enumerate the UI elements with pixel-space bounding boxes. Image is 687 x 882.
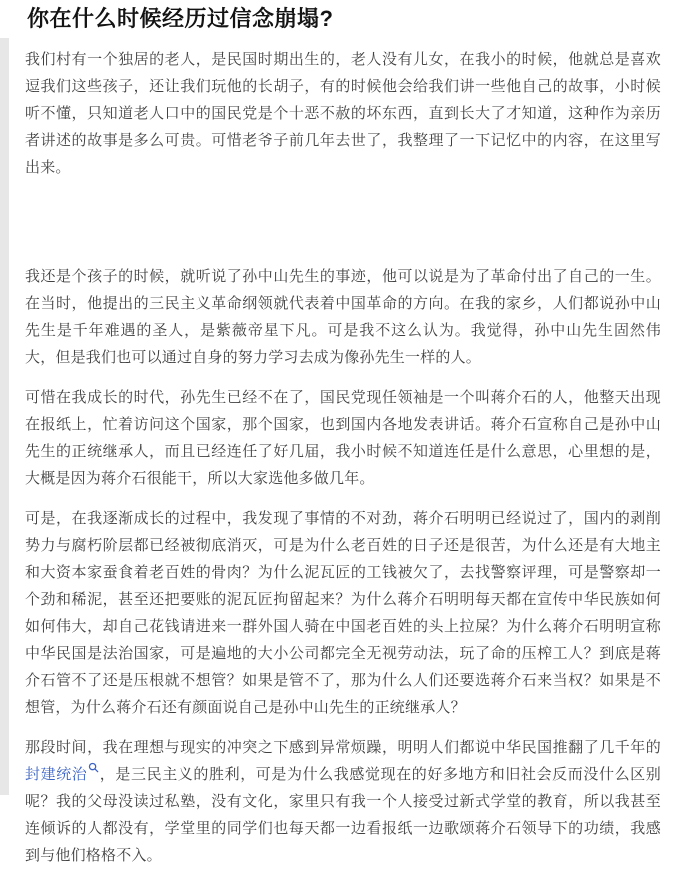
paragraph-5-text-before-link: 那段时间，我在理想与现实的冲突之下感到异常烦躁，明明人们都说中华民国推翻了几千年的 [25,739,661,756]
paragraph-5-text-after-link: ，是三民主义的胜利，可是为什么我感觉现在的好多地方和旧社会反而没什么区别呢？我的父母没读过私塾，没有文化，家里只有我一个人接受过新式学堂的教育，所以我甚至连倾诉的人都没有，学堂里的同学们也每天都一边看报纸一边歌颂蒋介石领导下的功绩，我感到与他们格格不入。 [25,766,661,864]
entity-link-fengjian-tongzhi[interactable] [25,766,99,783]
paragraph-1: 我们村有一个独居的老人，是民国时期出生的，老人没有儿女，在我小的时候，他就总是喜欢逗我们这些孩子，还让我们玩他的长胡子，有的时候他会给我们讲一些他自己的故事，小时候听不懂，只知道老人口中的国民党是个十恶不赦的坏东西，直到长大了才知道，这种作为亲历者讲述的故事是多么可贵。可惜老爷子前几年去世了，我整理了一下记忆中的内容，在这里写出来。 [25,51,661,176]
paragraph-2: 我还是个孩子的时候，就听说了孙中山先生的事迹，他可以说是为了革命付出了自己的一生。在当时，他提出的三民主义革命纲领就代表着中国革命的方向。在我的家乡，人们都说孙中山先生是千年难遇的圣人，是紫薇帝星下凡。可是我不这么认为。我觉得，孙中山先生固然伟大，但是我们也可以通过自身的努力学习去成为像孙先生一样的人。 [25,268,661,366]
paragraph-4: 可是，在我逐渐成长的过程中，我发现了事情的不对劲，蒋介石明明已经说过了，国内的剥削势力与腐朽阶层都已经被彻底消灭，可是为什么老百姓的日子还是很苦，为什么还是有大地主和大资本家蚕食着老百姓的骨肉？为什么泥瓦匠的工钱被欠了，去找警察评理，可是警察却一个劲和稀泥，甚至还把要账的泥瓦匠拘留起来？为什么蒋介石明明每天都在宣传中华民族如何如何伟大，却自己花钱请进来一群外国人骑在中国老百姓的头上拉屎？为什么蒋介石明明宣称中华民国是法治国家，可是遍地的大小公司都完全无视劳动法，玩了命的压榨工人？到底是蒋介石管不了还是压根就不想管？如果是管不了，那为什么人们还要选蒋介石来当权？如果是不想管，为什么蒋介石还有颜面说自己是孙中山先生的正统继承人？ [25,510,661,716]
article-container [25,6,661,882]
entity-link-label: 封建统治 [25,766,88,783]
scrollbar-track[interactable] [0,38,9,795]
page-title: 你在什么时候经历过信念崩塌? [27,6,334,31]
paragraph-3: 可惜在我成长的时代，孙先生已经不在了，国民党现任领袖是一个叫蒋介石的人，他整天出现在报纸上，忙着访问这个国家，那个国家，也到国内各地发表讲话。蒋介石宣称自己是孙中山先生的正统继承人，而且已经连任了好几届，我小时候不知道连任是什么意思，心里想的是，大概是因为蒋介石很能干，所以大家选他多做几年。 [25,389,661,487]
article-body [25,46,661,869]
search-icon [88,762,99,773]
paragraph-5 [25,734,661,869]
